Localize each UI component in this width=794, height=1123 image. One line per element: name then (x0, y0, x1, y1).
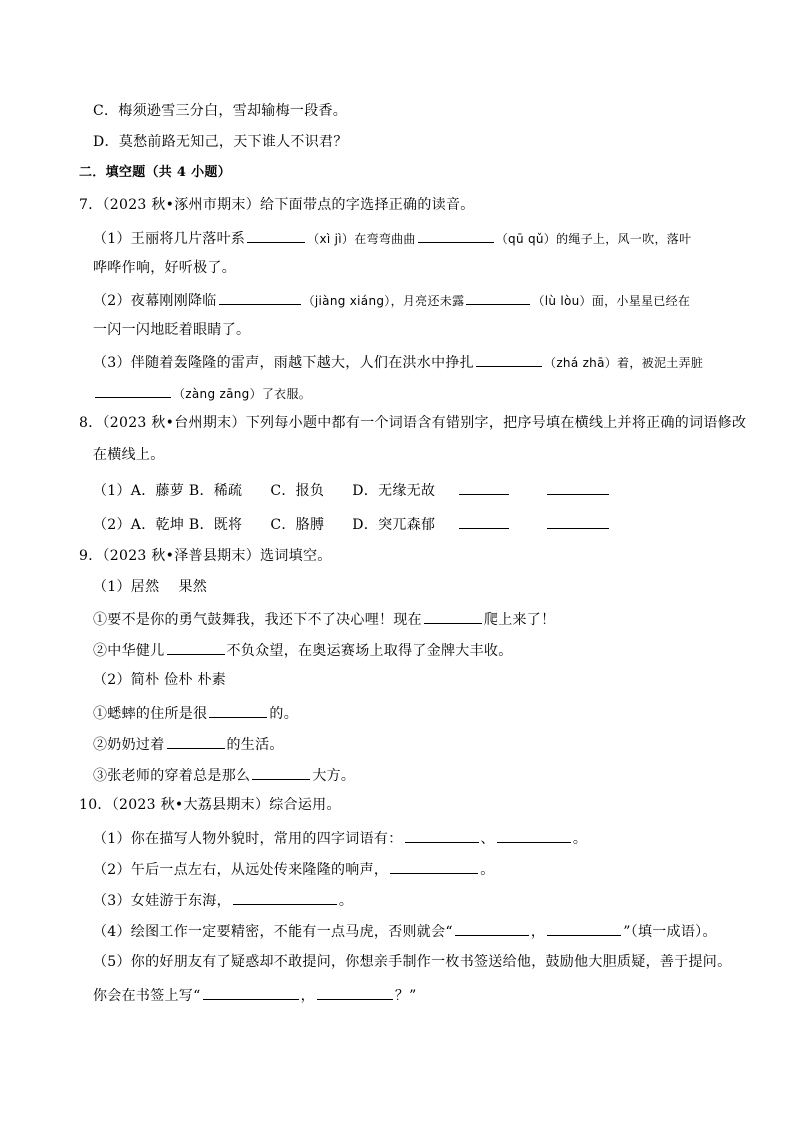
answer-blank[interactable] (252, 765, 310, 780)
q7-item-2 (93, 290, 690, 310)
q9-2-b (93, 734, 284, 754)
question-8-cont: 在横线上。 (93, 447, 165, 463)
answer-blank[interactable] (459, 480, 509, 495)
text: 不负众望，在奥运赛场上取得了金牌大丰收。 (226, 643, 513, 659)
answer-blank[interactable] (418, 228, 494, 243)
text: 的生活。 (226, 737, 284, 753)
answer-blank[interactable] (209, 703, 267, 718)
text: D．无缘无故 (352, 483, 436, 499)
q8-item-2 (93, 514, 611, 534)
q10-item-4 (93, 921, 717, 941)
text: （1）王丽将几片落叶系 (93, 231, 246, 247)
text: （2）夜幕刚刚降临 (93, 293, 217, 309)
text: （1）你在描写人物外貌时，常用的四字词语有： (93, 831, 403, 847)
question-9: 9．（2023 秋•泽普县期末）选词填空。 (79, 548, 332, 564)
answer-blank[interactable] (424, 609, 482, 624)
answer-blank[interactable] (95, 383, 171, 398)
answer-blank[interactable] (547, 480, 609, 495)
text: （lù lòu）面，小星星已经在 (532, 294, 691, 308)
text: 的。 (269, 706, 299, 722)
answer-blank[interactable] (497, 828, 571, 843)
text: （2）午后一点左右，从远处传来隆隆的响声， (93, 862, 389, 878)
q7-item-3 (93, 352, 703, 372)
q9-part-1: （1）居然 果然 (93, 579, 208, 595)
answer-blank[interactable] (455, 921, 529, 936)
text: （zhá zhā）着，被泥土弄脏 (544, 356, 704, 370)
text: 大方。 (312, 768, 356, 784)
q9-part-2: （2）简朴 俭朴 朴素 (93, 672, 227, 688)
answer-blank[interactable] (317, 985, 393, 1000)
text: ？” (394, 988, 417, 1004)
question-7: 7．（2023 秋•涿州市期末）给下面带点的字选择正确的读音。 (79, 197, 475, 213)
text: ①蟋蟀的住所是很 (93, 706, 208, 722)
text: （4）绘图工作一定要精密，不能有一点马虎，否则就会“ (93, 924, 453, 940)
line-option-c: C．梅须逊雪三分白，雪却输梅一段香。 (93, 103, 348, 119)
question-8: 8．（2023 秋•台州期末）下列每小题中都有一个词语含有错别字，把序号填在横线上并将正确的词语修改 (79, 415, 747, 431)
text: （3）伴随着轰隆隆的雷声，雨越下越大，人们在洪水中挣扎 (93, 355, 475, 371)
text: ②奶奶过着 (93, 737, 165, 753)
answer-blank[interactable] (405, 828, 479, 843)
text: 、 (480, 831, 495, 847)
text: ”（填一成语）。 (623, 924, 717, 940)
answer-blank[interactable] (390, 859, 478, 874)
answer-blank[interactable] (167, 734, 225, 749)
text: 爬上来了！ (483, 612, 556, 628)
text: 。 (338, 893, 354, 909)
answer-blank[interactable] (247, 228, 305, 243)
answer-blank[interactable] (219, 290, 301, 305)
text: （zàng zāng）了衣服。 (173, 387, 312, 401)
q9-2-a (93, 703, 298, 723)
answer-blank[interactable] (547, 921, 621, 936)
answer-blank[interactable] (167, 640, 225, 655)
q9-2-c (93, 765, 355, 785)
text: （jiàng xiáng），月亮还未露 (302, 294, 465, 308)
text: 你会在书签上写“ (93, 988, 201, 1004)
answer-blank[interactable] (466, 290, 530, 305)
text: ， (530, 924, 546, 940)
answer-blank[interactable] (476, 352, 542, 367)
text: C．胳膊 (270, 517, 325, 533)
answer-blank[interactable] (233, 890, 337, 905)
q8-item-1 (93, 480, 611, 500)
q10-item-2 (93, 859, 495, 879)
text: （1）A．藤萝 B．稀疏 (93, 483, 243, 499)
text: ， (300, 988, 315, 1004)
answer-blank[interactable] (459, 514, 509, 529)
text: ①要不是你的勇气鼓舞我，我还下不了决心哩！现在 (93, 612, 422, 628)
text: （2）A．乾坤 B．既将 (93, 517, 243, 533)
q7-item-1 (93, 228, 691, 248)
text: C．报负 (270, 483, 325, 499)
q10-item-5-cont (93, 985, 417, 1005)
text: （xì jì）在弯弯曲曲 (307, 232, 416, 246)
question-10: 10．（2023 秋•大荔县期末）综合运用。 (79, 797, 341, 813)
text: ③张老师的穿着总是那么 (93, 768, 251, 784)
answer-blank[interactable] (203, 985, 299, 1000)
q10-item-3 (93, 890, 353, 910)
text: （qū qǔ）的绳子上，风一吹，落叶 (495, 232, 692, 246)
q7-item-3-cont (93, 383, 311, 403)
q7-item-2-cont: 一闪一闪地眨着眼睛了。 (93, 322, 251, 338)
q9-1-b (93, 640, 513, 660)
text: （3）女娃游于东海， (93, 893, 231, 909)
text: ②中华健儿 (93, 643, 165, 659)
line-option-d: D．莫愁前路无知己，天下谁人不识君？ (93, 134, 348, 150)
q10-item-1 (93, 828, 587, 848)
section-heading: 二．填空题（共 4 小题） (79, 165, 231, 180)
text: 。 (572, 831, 588, 847)
text: D．突兀森郁 (352, 517, 436, 533)
text: 。 (480, 862, 495, 878)
q7-item-1-cont: 哗哗作响，好听极了。 (93, 260, 236, 276)
answer-blank[interactable] (547, 514, 609, 529)
q10-item-5: （5）你的好朋友有了疑惑却不敢提问，你想亲手制作一枚书签送给他，鼓励他大胆质疑，善于提问。 (93, 954, 732, 970)
q9-1-a (93, 609, 555, 629)
